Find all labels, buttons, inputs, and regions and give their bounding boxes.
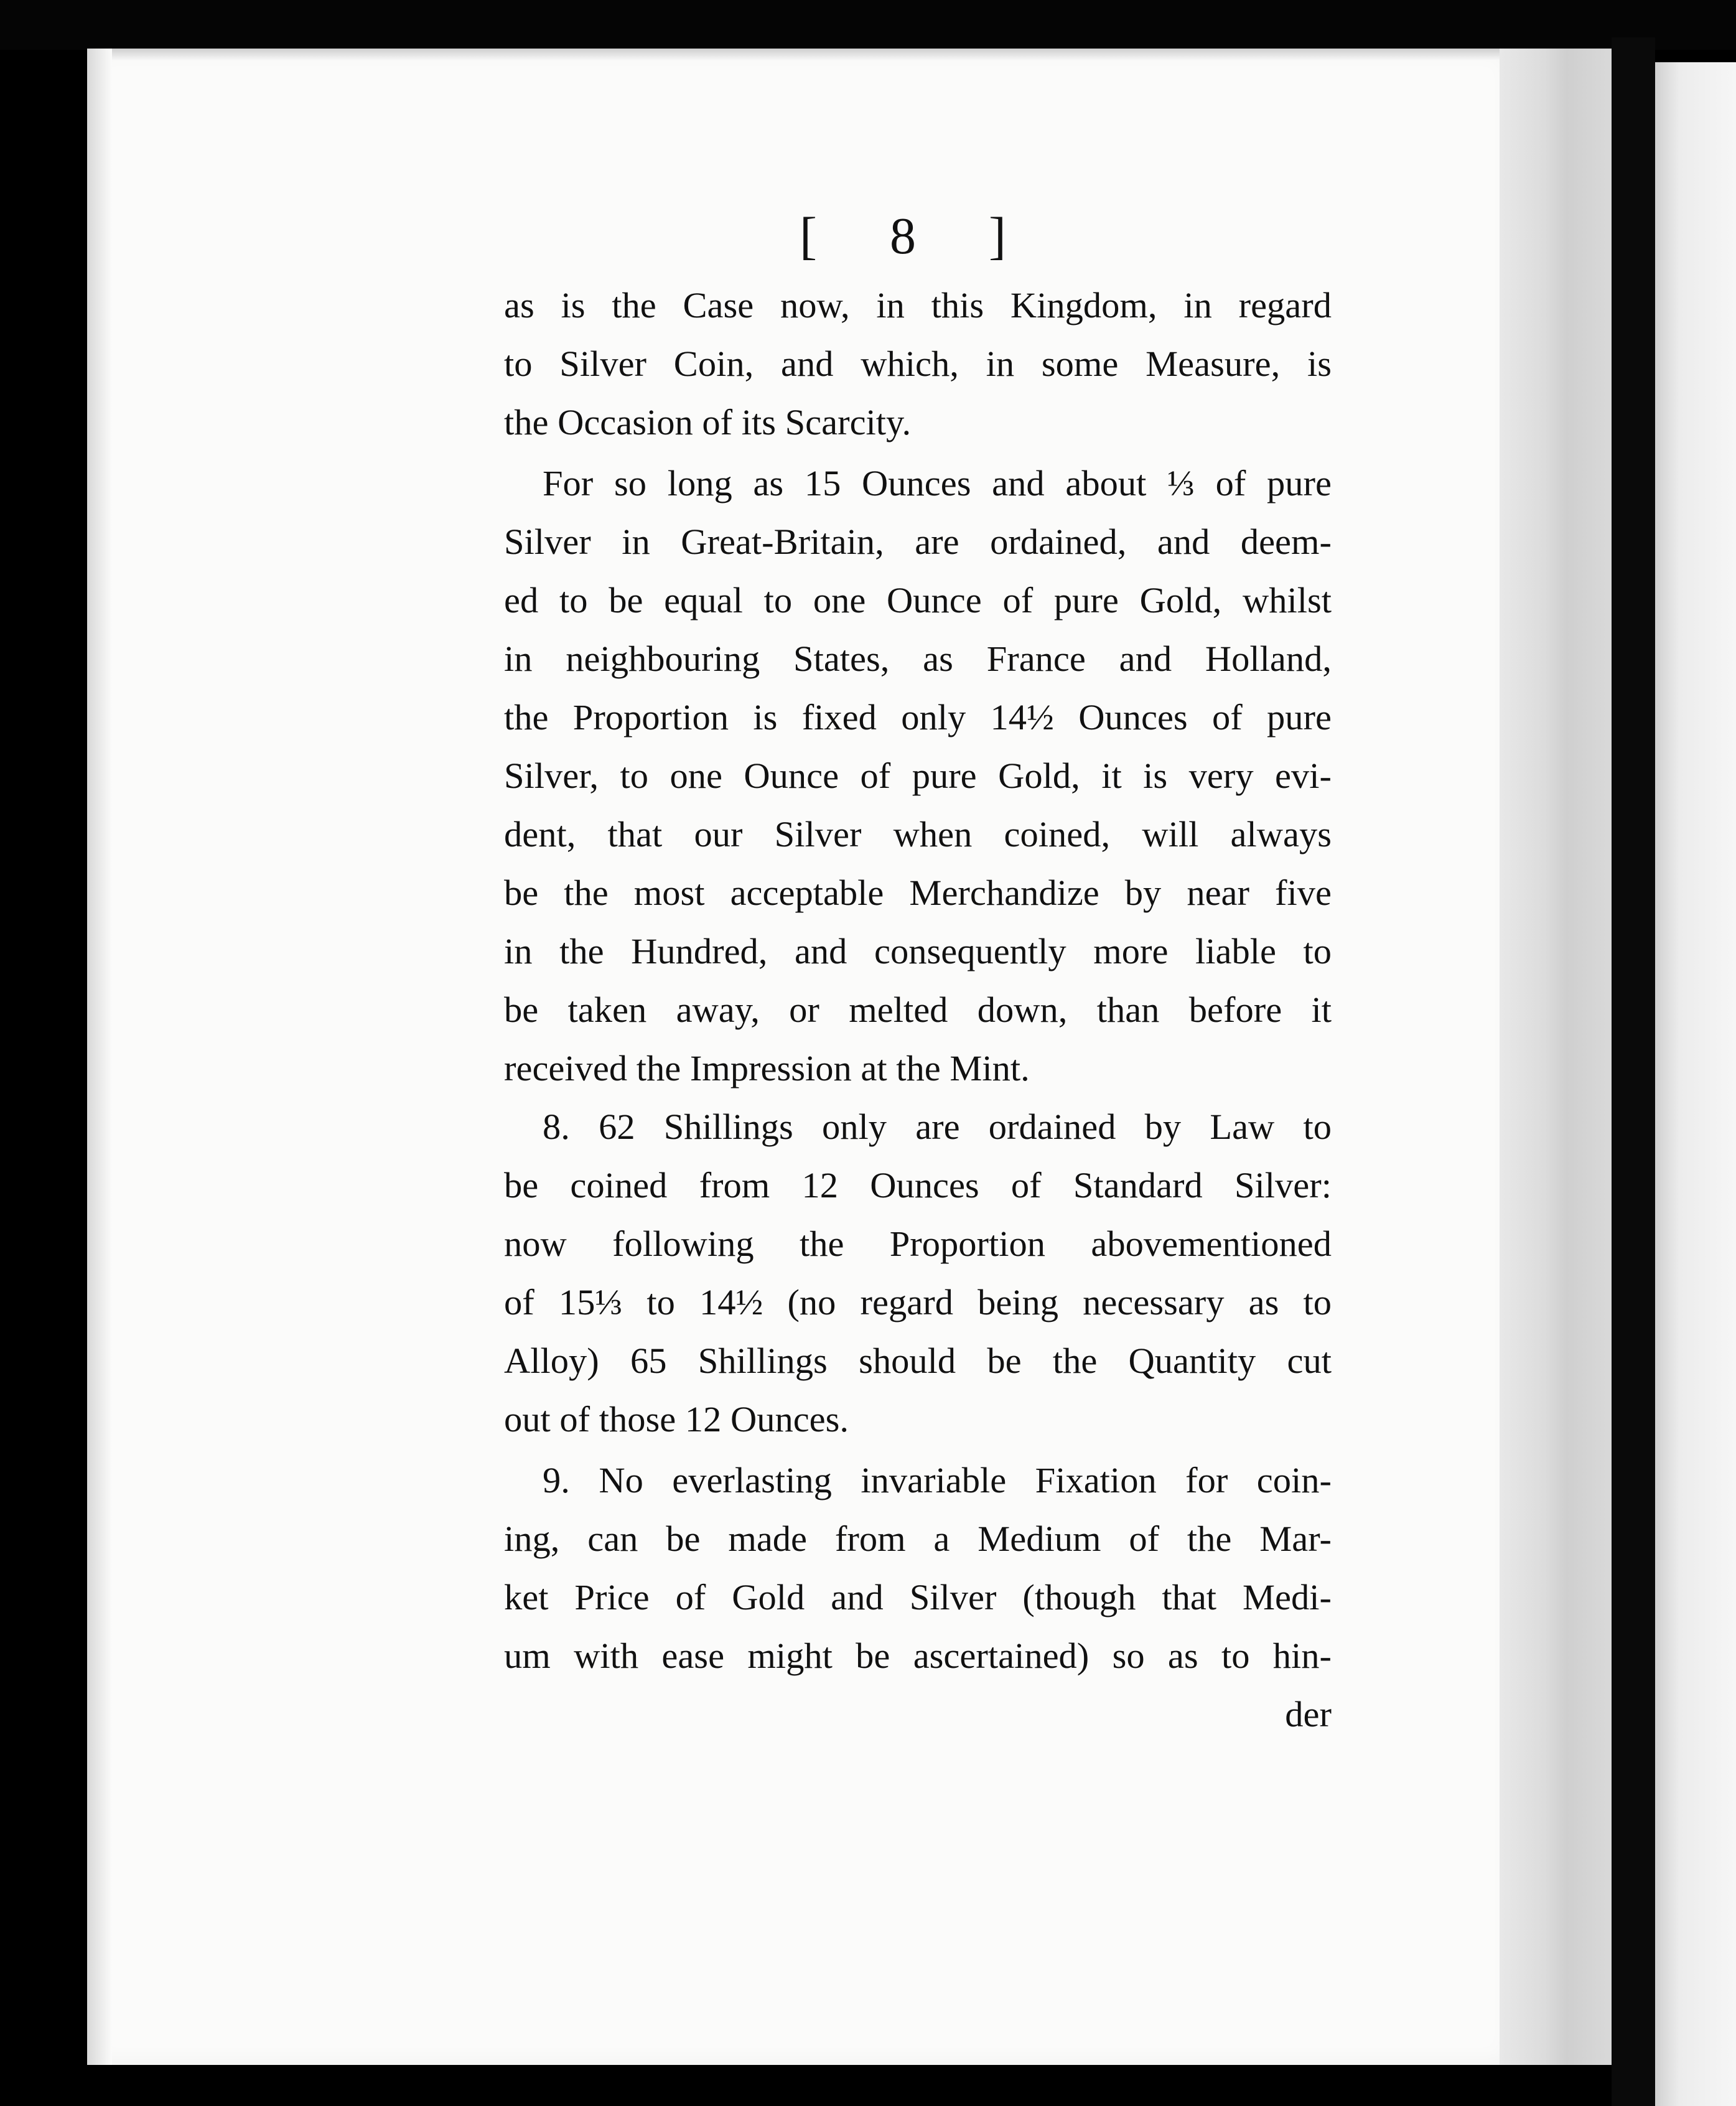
text-line: as is the Case now, in this Kingdom, in regard	[504, 285, 1332, 325]
text-line: ing, can be made from a Medium of the Mar-	[504, 1519, 1332, 1559]
text-line: to Silver Coin, and which, in some Measure, is	[504, 344, 1332, 384]
text-line: the Proportion is fixed only 14½ Ounces of pure	[504, 697, 1332, 737]
text-line: dent, that our Silver when coined, will always	[504, 814, 1332, 854]
text-line: um with ease might be ascertained) so as to hin-	[504, 1636, 1332, 1676]
text-line: in neighbouring States, as France and Holland,	[504, 639, 1332, 679]
text-line: out of those 12 Ounces.	[504, 1399, 849, 1439]
text-line: be coined from 12 Ounces of Standard Silver:	[504, 1165, 1332, 1205]
page-edge-top	[87, 49, 1512, 60]
text-line: For so long as 15 Ounces and about ⅓ of pure	[543, 463, 1332, 503]
text-line: be the most acceptable Merchandize by near five	[504, 873, 1332, 913]
facing-page-edge	[1655, 62, 1736, 2106]
page-edge-left	[87, 49, 112, 2065]
page-fold	[1500, 49, 1612, 2065]
text-line: the Occasion of its Scarcity.	[504, 402, 912, 442]
text-line: 9. No everlasting invariable Fixation for coin-	[543, 1460, 1332, 1500]
text-line: 8. 62 Shillings only are ordained by Law to	[543, 1107, 1332, 1147]
scan-border-bottom	[0, 2065, 1612, 2106]
text-line: Alloy) 65 Shillings should be the Quantity cut	[504, 1341, 1332, 1381]
text-line: of 15⅓ to 14½ (no regard being necessary as to	[504, 1282, 1332, 1322]
page-text	[504, 199, 1332, 1744]
text-line: Silver, to one Ounce of pure Gold, it is very evi-	[504, 756, 1332, 796]
text-line: be taken away, or melted down, than before it	[504, 990, 1332, 1030]
scan-border-top	[0, 0, 1736, 50]
text-line: now following the Proportion abovementioned	[504, 1224, 1332, 1264]
catchword: der	[1285, 1694, 1332, 1734]
text-line: received the Impression at the Mint.	[504, 1048, 1030, 1088]
book-gutter	[1612, 37, 1655, 2106]
page-number: [ 8 ]	[800, 207, 1036, 265]
text-line: ket Price of Gold and Silver (though that Medi-	[504, 1577, 1332, 1617]
text-line: ed to be equal to one Ounce of pure Gold, whilst	[504, 580, 1332, 620]
text-line: in the Hundred, and consequently more liable to	[504, 931, 1332, 971]
text-line: Silver in Great-Britain, are ordained, and deem-	[504, 522, 1332, 562]
body-text	[504, 276, 1332, 1744]
